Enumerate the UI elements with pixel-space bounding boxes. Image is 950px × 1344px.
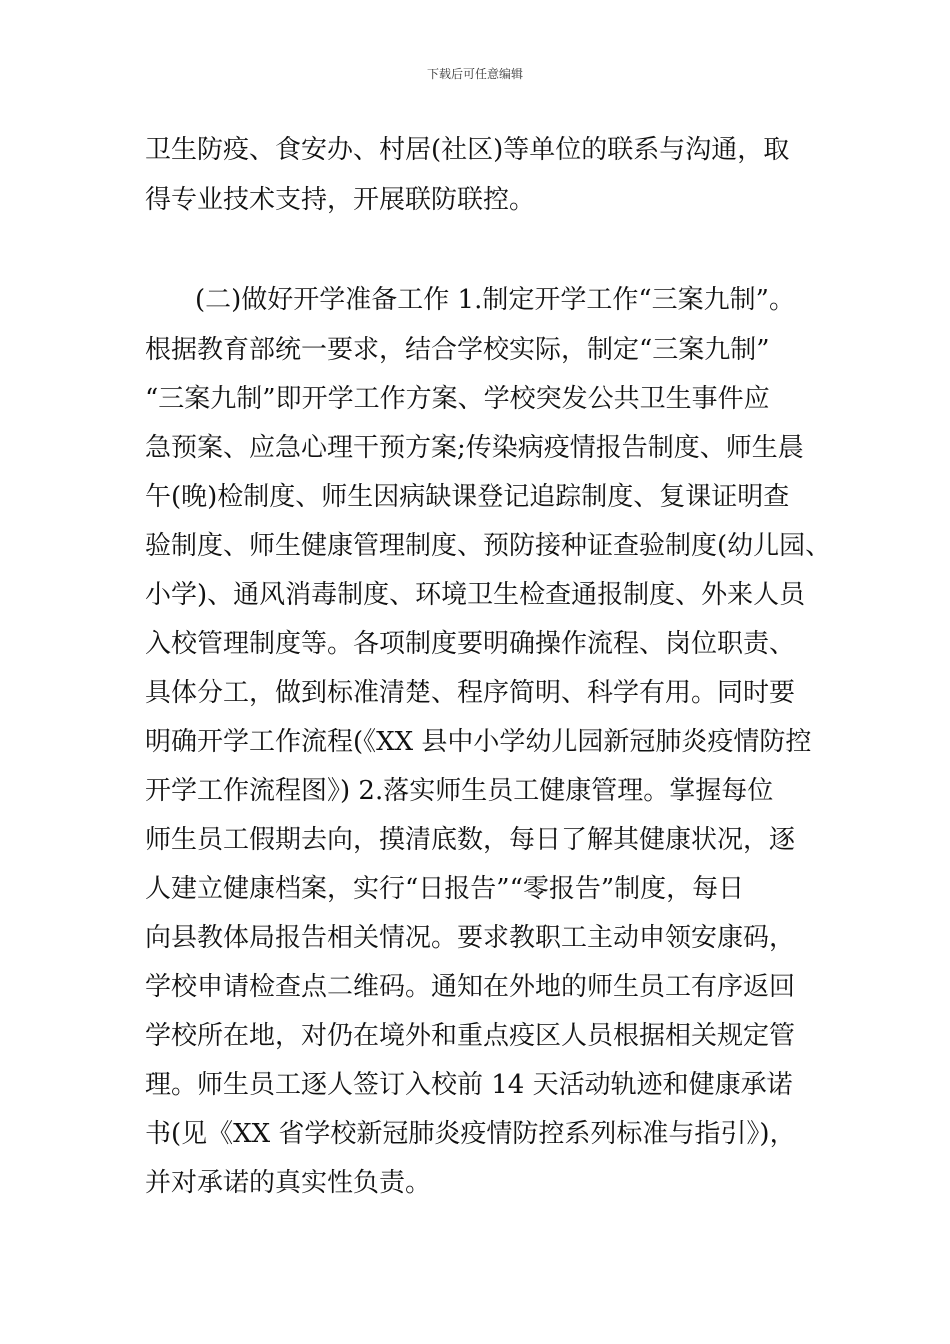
text-line: 向县教体局报告相关情况。要求教职工主动申领安康码， — [145, 923, 796, 953]
text-line: 小学)、通风消毒制度、环境卫生检查通报制度、外来人员 — [145, 580, 806, 610]
text-line: 具体分工，做到标准清楚、程序简明、科学有用。同时要 — [145, 678, 796, 708]
text-line: 明确开学工作流程(《XX 县中小学幼儿园新冠肺炎疫情防控 — [145, 727, 812, 757]
text-line: “三案九制”即开学工作方案、学校突发公共卫生事件应 — [145, 384, 770, 414]
text-line: 师生员工假期去向，摸清底数，每日了解其健康状况，逐 — [145, 825, 796, 855]
text-line: 学校所在地，对仍在境外和重点疫区人员根据相关规定管 — [145, 1021, 796, 1051]
page-header: 下载后可任意编辑 — [426, 67, 523, 81]
text-line: 人建立健康档案，实行“日报告”“零报告”制度，每日 — [145, 874, 745, 904]
text-line: 得专业技术支持，开展联防联控。 — [145, 185, 536, 215]
text-line: 急预案、应急心理干预方案;传染病疫情报告制度、师生晨 — [145, 433, 804, 463]
text-line: 卫生防疫、食安办、村居(社区)等单位的联系与沟通，取 — [145, 135, 790, 165]
text-line: 开学工作流程图》) 2.落实师生员工健康管理。掌握每位 — [145, 776, 774, 806]
text-line: 根据教育部统一要求，结合学校实际，制定“三案九制” — [145, 335, 770, 365]
text-line: 学校申请检查点二维码。通知在外地的师生员工有序返回 — [145, 972, 796, 1002]
text-line: (二)做好开学准备工作 1.制定开学工作“三案九制”。 — [195, 285, 795, 315]
text-line: 午(晚)检制度、师生因病缺课登记追踪制度、复课证明查 — [145, 482, 790, 512]
text-line: 入校管理制度等。各项制度要明确操作流程、岗位职责、 — [145, 629, 796, 659]
text-line: 验制度、师生健康管理制度、预防接种证查验制度(幼儿园、 — [145, 531, 832, 561]
text-line: 书(见《XX 省学校新冠肺炎疫情防控系列标准与指引》)， — [145, 1119, 796, 1149]
text-line: 理。师生员工逐人签订入校前 14 天活动轨迹和健康承诺 — [145, 1070, 793, 1100]
text-line: 并对承诺的真实性负责。 — [145, 1168, 432, 1198]
